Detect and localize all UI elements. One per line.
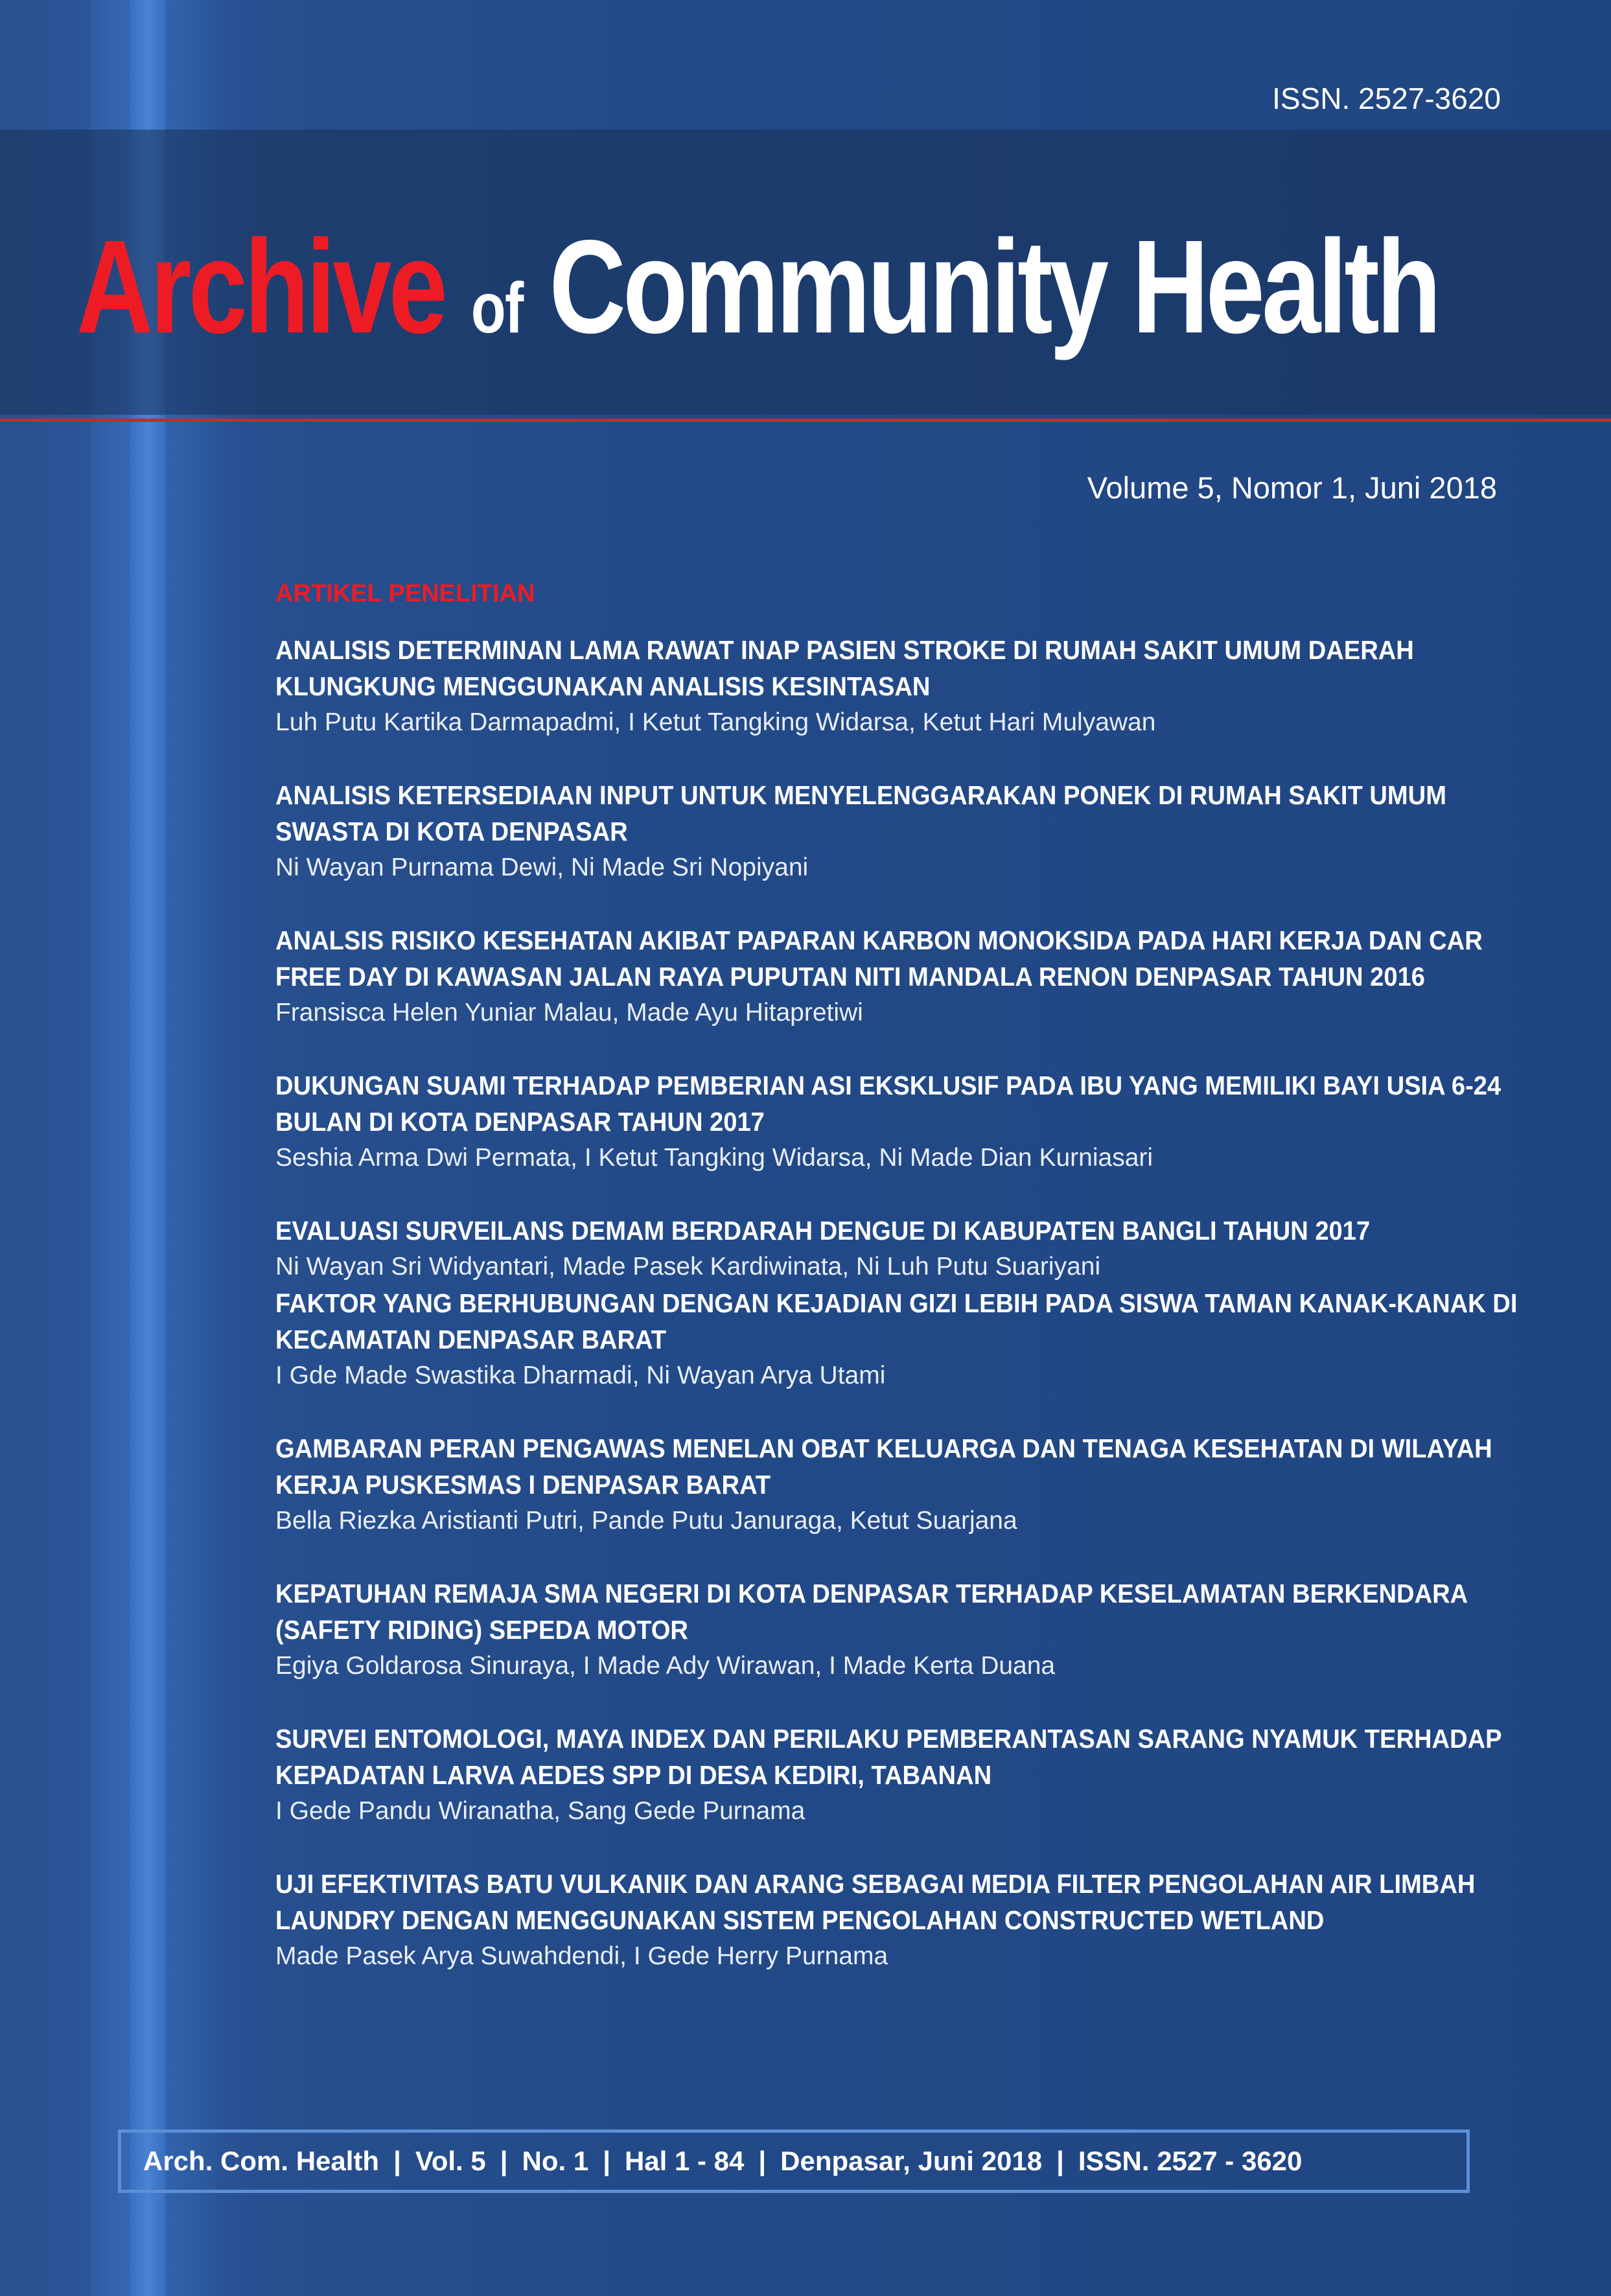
article-title: DUKUNGAN SUAMI TERHADAP PEMBERIAN ASI EKSKLUSIF PADA IBU YANG MEMILIKI BAYI USIA 6-24 BULAN DI KOTA DENPASAR TAHUN 2017 <box>275 1071 1501 1137</box>
article-authors: Egiya Goldarosa Sinuraya, I Made Ady Wirawan, I Made Kerta Duana <box>275 1652 1056 1680</box>
article-title: FAKTOR YANG BERHUBUNGAN DENGAN KEJADIAN GIZI LEBIH PADA SISWA TAMAN KANAK-KANAK DI KECAMATAN DENPASAR BARAT <box>275 1288 1518 1354</box>
footer-separator: | <box>1056 2146 1064 2176</box>
article-item <box>275 1866 1539 1975</box>
footer-separator: | <box>393 2146 401 2176</box>
footer-journal: Arch. Com. Health <box>143 2146 380 2176</box>
article-item <box>275 1285 1539 1394</box>
article-item <box>275 632 1539 741</box>
footer-issn: ISSN. 2527 - 3620 <box>1078 2146 1303 2176</box>
article-item <box>275 1430 1539 1539</box>
article-authors: I Gde Made Swastika Dharmadi, Ni Wayan Arya Utami <box>275 1362 886 1389</box>
issn-top: ISSN. 2527-3620 <box>1272 82 1501 115</box>
article-list <box>275 632 1539 1970</box>
journal-title <box>76 213 1439 361</box>
article-title: GAMBARAN PERAN PENGAWAS MENELAN OBAT KELUARGA DAN TENAGA KESEHATAN DI WILAYAH KERJA PUSKESMAS I DENPASAR BARAT <box>275 1433 1492 1500</box>
article-title: ANALISIS DETERMINAN LAMA RAWAT INAP PASIEN STROKE DI RUMAH SAKIT UMUM DAERAH KLUNGKUNG MENGGUNAKAN ANALISIS KESINTASAN <box>275 635 1414 701</box>
title-divider <box>0 419 1611 422</box>
footer-bar <box>118 2129 1470 2193</box>
footer-separator: | <box>500 2146 508 2176</box>
volume-info: Volume 5, Nomor 1, Juni 2018 <box>1087 470 1497 505</box>
article-title: EVALUASI SURVEILANS DEMAM BERDARAH DENGUE DI KABUPATEN BANGLI TAHUN 2017 <box>275 1216 1371 1246</box>
article-authors: Bella Riezka Aristianti Putri, Pande Putu Januraga, Ketut Suarjana <box>275 1507 1017 1535</box>
title-of: of <box>470 268 523 348</box>
footer-place-date: Denpasar, Juni 2018 <box>780 2146 1043 2176</box>
article-authors: Luh Putu Kartika Darmapadmi, I Ketut Tangking Widarsa, Ketut Hari Mulyawan <box>275 708 1156 736</box>
article-authors: Made Pasek Arya Suwahdendi, I Gede Herry Purnama <box>275 1942 888 1970</box>
article-authors: I Gede Pandu Wiranatha, Sang Gede Purnama <box>275 1797 806 1825</box>
article-authors: Ni Wayan Sri Widyantari, Made Pasek Kardiwinata, Ni Luh Putu Suariyani <box>275 1253 1101 1281</box>
article-item <box>275 777 1539 886</box>
article-title: ANALSIS RISIKO KESEHATAN AKIBAT PAPARAN KARBON MONOKSIDA PADA HARI KERJA DAN CAR FREE DAY DI KAWASAN JALAN RAYA PUPUTAN NITI MANDALA RENON DENPASAR TAHUN 2016 <box>275 925 1483 991</box>
article-authors: Ni Wayan Purnama Dewi, Ni Made Sri Nopiyani <box>275 853 809 881</box>
footer-separator: | <box>603 2146 610 2176</box>
article-authors: Seshia Arma Dwi Permata, I Ketut Tangking Widarsa, Ni Made Dian Kurniasari <box>275 1144 1153 1172</box>
article-item <box>275 1721 1539 1829</box>
article-authors: Fransisca Helen Yuniar Malau, Made Ayu Hitapretiwi <box>275 999 863 1026</box>
title-community-health: Community Health <box>549 213 1439 361</box>
footer-number: No. 1 <box>522 2146 589 2176</box>
article-title: KEPATUHAN REMAJA SMA NEGERI DI KOTA DENPASAR TERHADAP KESELAMATAN BERKENDARA (SAFETY RIDING) SEPEDA MOTOR <box>275 1579 1467 1645</box>
article-title: UJI EFEKTIVITAS BATU VULKANIK DAN ARANG SEBAGAI MEDIA FILTER PENGOLAHAN AIR LIMBAH LAUNDRY DENGAN MENGGUNAKAN SISTEM PENGOLAHAN CONSTRUCTED WETLAND <box>275 1869 1476 1935</box>
footer-volume: Vol. 5 <box>415 2146 486 2176</box>
footer-separator: | <box>758 2146 767 2176</box>
article-item <box>275 1575 1539 1684</box>
footer-pages: Hal 1 - 84 <box>624 2146 745 2176</box>
article-item <box>275 922 1539 1031</box>
article-item <box>275 1212 1539 1285</box>
title-archive: Archive <box>76 213 445 361</box>
section-heading: ARTIKEL PENELITIAN <box>275 580 535 607</box>
article-title: ANALISIS KETERSEDIAAN INPUT UNTUK MENYELENGGARAKAN PONEK DI RUMAH SAKIT UMUM SWASTA DI KOTA DENPASAR <box>275 780 1446 846</box>
article-title: SURVEI ENTOMOLOGI, MAYA INDEX DAN PERILAKU PEMBERANTASAN SARANG NYAMUK TERHADAP KEPADATAN LARVA AEDES SPP DI DESA KEDIRI, TABANAN <box>275 1724 1501 1790</box>
article-item <box>275 1067 1539 1176</box>
